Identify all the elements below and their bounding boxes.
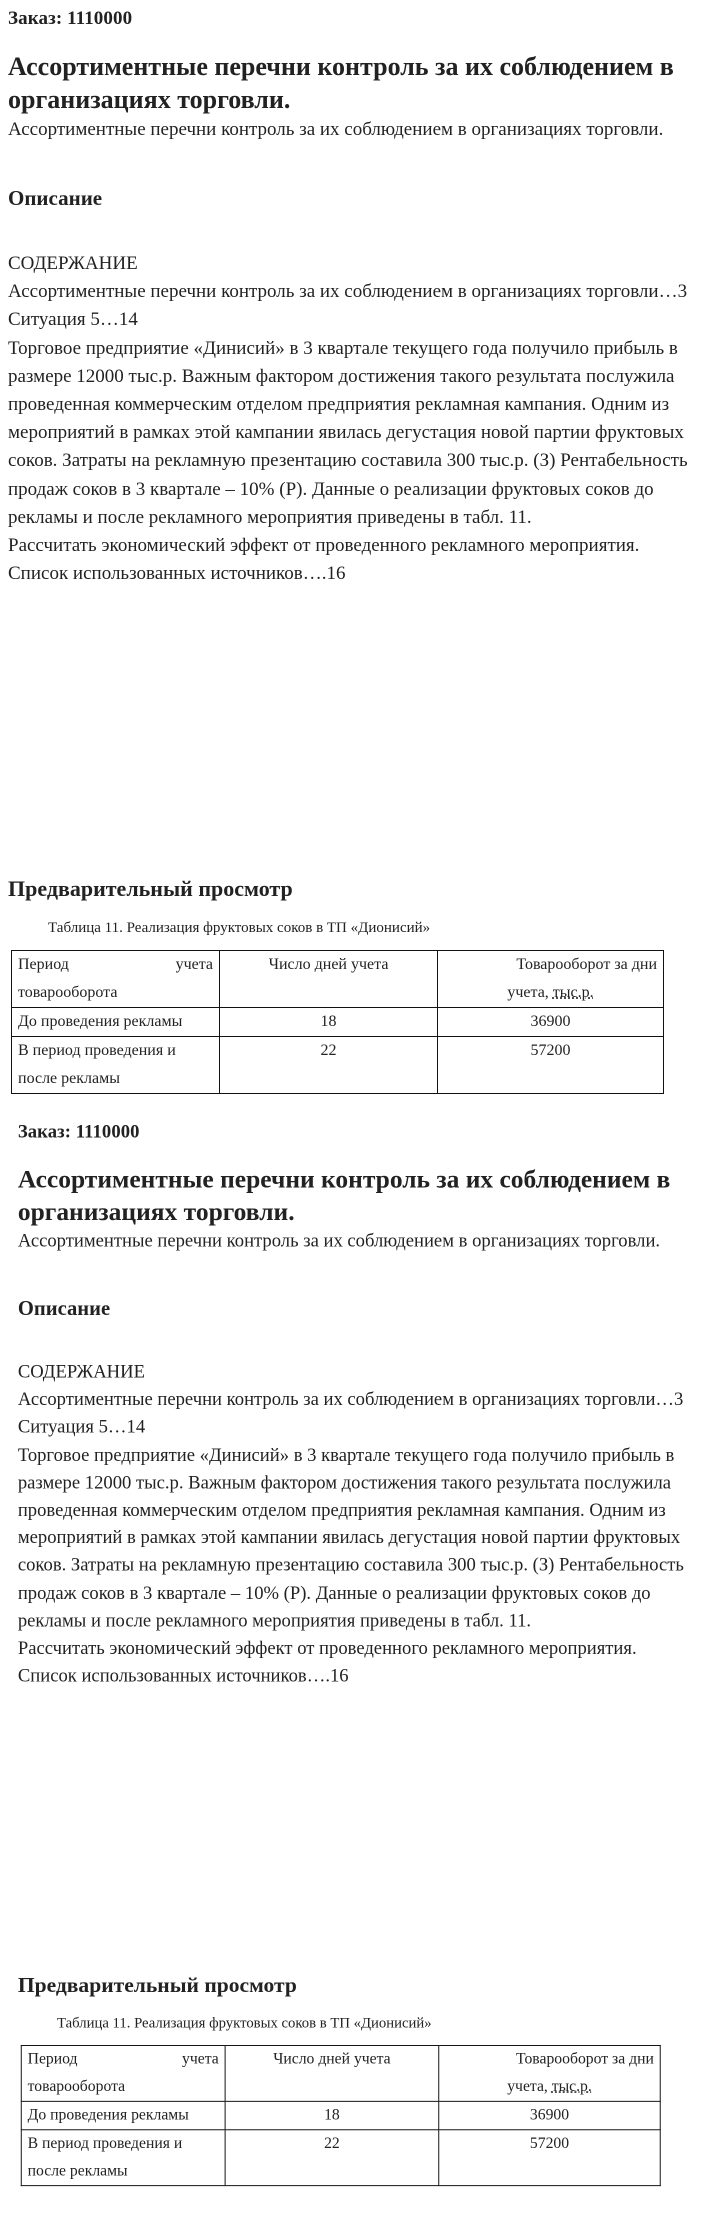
header-turnover-unit: тыс.р. — [552, 984, 594, 1001]
description-heading: Описание — [8, 186, 103, 210]
row-turnover-cell: 57200 — [439, 2130, 660, 2186]
header-cell-turnover — [439, 2045, 660, 2101]
description-text: СОДЕРЖАНИЕ Ассортиментные перечни контроль за их соблюдением в организациях торговли…3 Ситуация 5…14 Торговое предприятие «Динисий» в 3 квартале текущего года получило прибыль в размере 12000 тыс.р. Важным фактором достижения такого результата послужила проведенная коммерческим отделом предприятия рекламная кампания. Одним из мероприятий в рамках этой кампании явилась дегустация новой партии фруктовых соков. Затраты на рекламную презентацию составила 300 тыс.р. (З) Рентабельность продаж соков в 3 квартале – 10% (Р). Данные о реализации фруктовых соков до рекламы и после рекламного мероприятия приведены в табл. 11. Рассчитать экономический эффект от проведенного рекламного мероприятия. Список использованных источников….16 — [17, 1361, 684, 1687]
table-row — [12, 1037, 664, 1094]
table-row — [12, 1008, 664, 1037]
row-period-cell: До проведения рекламы — [12, 1008, 220, 1037]
description-heading: Описание — [17, 1296, 111, 1320]
row-days-cell: 18 — [220, 1008, 438, 1037]
table-caption: Таблица 11. Реализация фруктовых соков в ТП «Дионисий» — [48, 920, 431, 936]
header-cell-turnover — [438, 951, 664, 1008]
row-period-cell: До проведения рекламы — [21, 2101, 225, 2129]
header-turnover-line1: Товарооборот за дни — [516, 956, 657, 973]
row-period-cell — [12, 1037, 220, 1094]
header-turnover-line2: учета, — [507, 984, 549, 1001]
order-number: Заказ: 1110000 — [8, 8, 133, 29]
header-accounting-word: учета — [182, 2050, 219, 2068]
row-period-cell — [21, 2130, 225, 2186]
table-row — [21, 2101, 660, 2129]
preview-heading: Предварительный просмотр — [8, 876, 293, 901]
row-turnover-cell: 36900 — [438, 1008, 664, 1037]
table-row — [21, 2130, 660, 2186]
table-header-row — [12, 951, 664, 1008]
header-turnover-line1: Товарооборот за дни — [516, 2050, 654, 2068]
row-days-cell: 18 — [225, 2101, 439, 2129]
header-period-word: Период — [27, 2050, 78, 2068]
header-turnover-word: товарооборота — [27, 2078, 126, 2095]
document-subtitle: Ассортиментные перечни контроль за их соблюдением в организациях торговли. — [8, 119, 664, 140]
table-caption: Таблица 11. Реализация фруктовых соков в ТП «Дионисий» — [57, 2015, 432, 2032]
document-block-2 — [10, 1114, 701, 2227]
document-subtitle: Ассортиментные перечни контроль за их соблюдением в организациях торговли. — [17, 1230, 661, 1252]
row-period-line1: В период проведения и — [18, 1042, 176, 1059]
document-block-1 — [0, 0, 701, 1113]
document-title: Ассортиментные перечни контроль за их соблюдением в организациях торговли. — [8, 52, 674, 114]
row-turnover-cell: 36900 — [439, 2101, 660, 2129]
header-turnover-unit: тыс.р. — [551, 2078, 592, 2095]
sales-table — [11, 950, 664, 1094]
table-header-row — [21, 2045, 660, 2101]
header-turnover-line2: учета, — [507, 2078, 548, 2095]
row-days-cell: 22 — [225, 2130, 439, 2186]
row-period-line2: после рекламы — [18, 1070, 120, 1087]
row-days-cell: 22 — [220, 1037, 438, 1094]
preview-heading: Предварительный просмотр — [17, 1972, 297, 1997]
document-title: Ассортиментные перечни контроль за их соблюдением в организациях торговли. — [17, 1164, 671, 1226]
header-cell-period — [12, 951, 220, 1008]
header-cell-period — [21, 2045, 225, 2101]
description-text: СОДЕРЖАНИЕ Ассортиментные перечни контроль за их соблюдением в организациях торговли…3 Ситуация 5…14 Торговое предприятие «Динисий» в 3 квартале текущего года получило прибыль в размере 12000 тыс.р. Важным фактором достижения такого результата послужила проведенная коммерческим отделом предприятия рекламная кампания. Одним из мероприятий в рамках этой кампании явилась дегустация новой партии фруктовых соков. Затраты на рекламную презентацию составила 300 тыс.р. (З) Рентабельность продаж соков в 3 квартале – 10% (Р). Данные о реализации фруктовых соков до рекламы и после рекламного мероприятия приведены в табл. 11. Рассчитать экономический эффект от проведенного рекламного мероприятия. Список использованных источников….16 — [8, 253, 688, 585]
row-turnover-cell: 57200 — [438, 1037, 664, 1094]
row-period-line1: В период проведения и — [27, 2135, 183, 2152]
header-accounting-word: учета — [175, 956, 213, 973]
header-cell-days: Число дней учета — [220, 951, 438, 1008]
row-period-line2: после рекламы — [27, 2162, 128, 2180]
header-cell-days: Число дней учета — [225, 2045, 439, 2101]
header-period-word: Период — [18, 956, 69, 973]
order-number: Заказ: 1110000 — [17, 1121, 140, 1143]
sales-table — [21, 2045, 661, 2186]
header-turnover-word: товарооборота — [18, 984, 118, 1001]
